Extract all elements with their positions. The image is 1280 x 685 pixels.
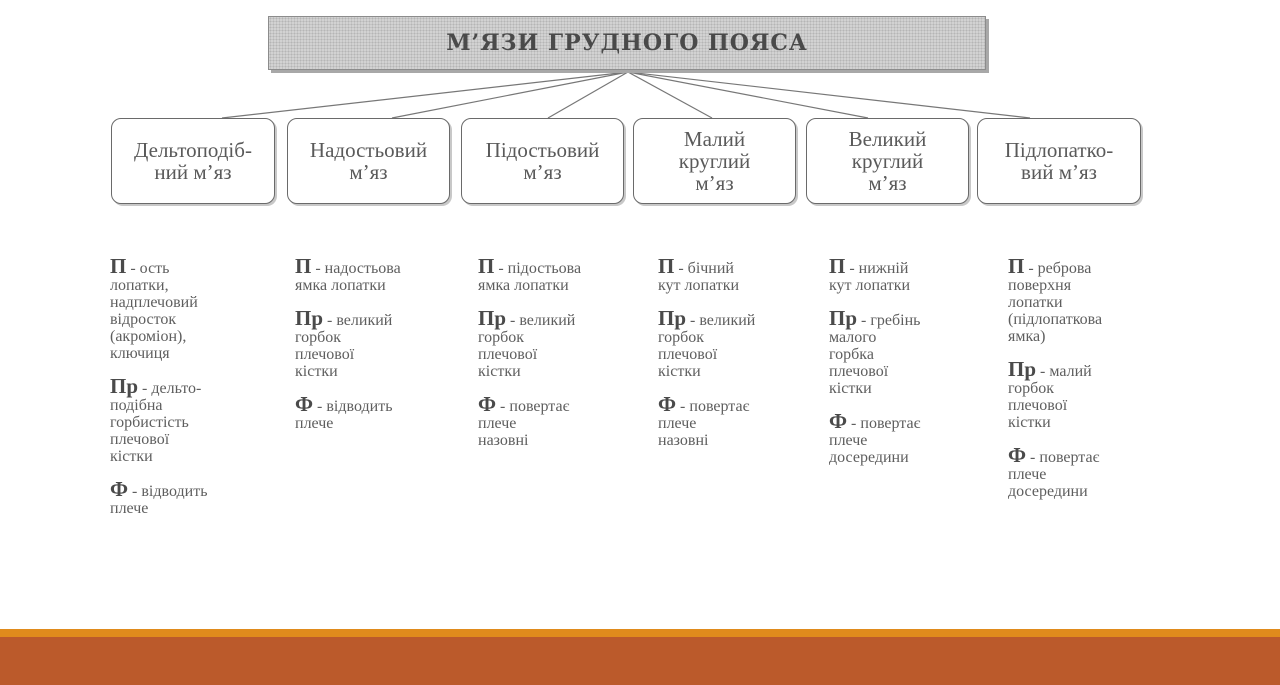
- function-code: Ф: [295, 392, 314, 416]
- origin-entry: [658, 254, 755, 294]
- node-label: Дельтоподіб- ний м’яз: [134, 138, 252, 184]
- function-text: - повертає плече назовні: [658, 398, 750, 449]
- node-label: Малий круглий м’яз: [678, 127, 751, 195]
- insertion-text: - малий горбок плечової кістки: [1008, 363, 1092, 431]
- insertion-code: Пр: [478, 306, 507, 330]
- insertion-code: Пр: [295, 306, 324, 330]
- function-code: Ф: [110, 477, 129, 501]
- function-code: Ф: [829, 409, 848, 433]
- node-label: Підлопатко- вий м’яз: [1004, 138, 1114, 184]
- function-text: - відводить плече: [295, 398, 393, 432]
- function-entry: [110, 477, 208, 517]
- title-box: [268, 16, 986, 70]
- function-code: Ф: [658, 392, 677, 416]
- insertion-entry: [829, 306, 921, 397]
- insertion-code: Пр: [658, 306, 687, 330]
- function-entry: [829, 409, 921, 466]
- desc-teres-minor: [658, 254, 756, 465]
- insertion-code: Пр: [110, 374, 139, 398]
- origin-entry: [110, 254, 208, 362]
- insertion-code: Пр: [1008, 357, 1037, 381]
- desc-supraspinatus: [295, 254, 401, 448]
- origin-text: - підостьова ямка лопатки: [478, 260, 582, 294]
- node-teres-minor: [633, 118, 796, 204]
- function-text: - повертає плече назовні: [478, 398, 570, 449]
- function-text: - повертає плече досередини: [1008, 449, 1100, 500]
- origin-code: П: [478, 254, 495, 278]
- insertion-text: - великий горбок плечової кістки: [478, 312, 576, 380]
- node-deltoid: [111, 118, 275, 204]
- origin-text: - реброва поверхня лопатки (підлопаткова ямка): [1008, 260, 1103, 345]
- origin-entry: [829, 254, 920, 294]
- diagram-title: М’ЯЗИ ГРУДНОГО ПОЯСА: [446, 30, 808, 56]
- desc-deltoid: [110, 254, 208, 533]
- insertion-text: - дельто- подібна горбистість плечової кістки: [110, 380, 202, 465]
- insertion-text: - гребінь малого горбка плечової кістки: [829, 312, 921, 397]
- insertion-entry: [478, 306, 581, 380]
- origin-entry: [1008, 254, 1103, 345]
- origin-code: П: [829, 254, 846, 278]
- footer-bar: [0, 637, 1280, 685]
- desc-subscapularis: [1008, 254, 1103, 516]
- insertion-entry: [295, 306, 401, 380]
- node-infraspinatus: [461, 118, 624, 204]
- origin-code: П: [658, 254, 675, 278]
- node-teres-major: [806, 118, 969, 204]
- origin-code: П: [295, 254, 312, 278]
- insertion-text: - великий горбок плечової кістки: [295, 312, 393, 380]
- function-code: Ф: [478, 392, 497, 416]
- insertion-entry: [110, 374, 208, 465]
- insertion-code: Пр: [829, 306, 858, 330]
- origin-code: П: [110, 254, 127, 278]
- function-entry: [1008, 443, 1102, 500]
- insertion-entry: [658, 306, 756, 380]
- function-entry: [295, 392, 401, 432]
- origin-text: - ость лопатки, надплечовий відросток (акроміон), ключиця: [110, 260, 198, 362]
- origin-code: П: [1008, 254, 1025, 278]
- node-label: Надостьовий м’яз: [309, 138, 428, 184]
- footer-accent-stripe: [0, 629, 1280, 637]
- function-entry: [658, 392, 755, 449]
- function-code: Ф: [1008, 443, 1027, 467]
- origin-text: - надостьова ямка лопатки: [295, 260, 401, 294]
- connector-line: [628, 72, 712, 118]
- origin-entry: [478, 254, 582, 294]
- origin-text: - нижній кут лопатки: [829, 260, 911, 294]
- function-text: - відводить плече: [110, 483, 208, 517]
- node-label: Великий круглий м’яз: [848, 127, 927, 195]
- node-subscapularis: [977, 118, 1141, 204]
- insertion-text: - великий горбок плечової кістки: [658, 312, 756, 380]
- node-supraspinatus: [287, 118, 450, 204]
- desc-teres-major: [829, 254, 921, 482]
- desc-infraspinatus: [478, 254, 582, 465]
- insertion-entry: [1008, 357, 1102, 431]
- function-entry: [478, 392, 581, 449]
- node-label: Підостьовий м’яз: [485, 138, 600, 184]
- connector-line: [548, 72, 628, 118]
- origin-text: - бічний кут лопатки: [658, 260, 740, 294]
- function-text: - повертає плече досередини: [829, 415, 921, 466]
- origin-entry: [295, 254, 401, 294]
